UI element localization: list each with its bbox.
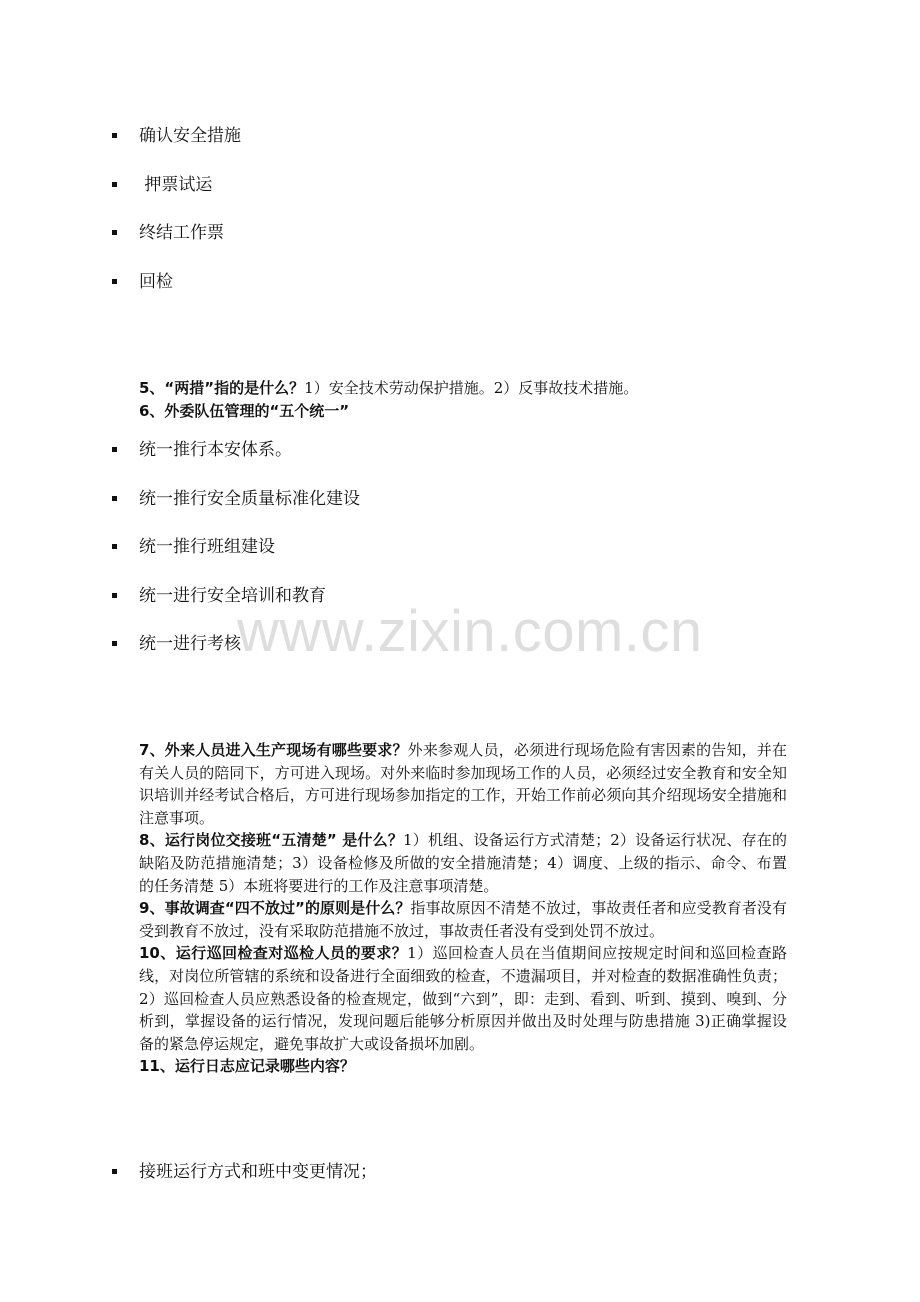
- qa-11: [139, 1055, 787, 1078]
- qa-7: [139, 739, 787, 829]
- question-9: 9、事故调查“四不放过”的原则是什么？: [139, 899, 411, 918]
- list-item: [110, 438, 360, 487]
- qa-9: [139, 897, 787, 942]
- qa-8: [139, 829, 787, 897]
- bullet-list-log-contents: [110, 1160, 377, 1209]
- list-item: [110, 124, 241, 173]
- list-item: [110, 1160, 377, 1209]
- answer-9: 指事故原因不清楚不放过，事故责任者和应受教育者没有受到教育不放过，没有采取防范措施不放过，事故责任者没有受到处罚不放过。: [139, 899, 787, 940]
- answer-5: 1）安全技术劳动保护措施。2）反事故技术措施。: [304, 379, 639, 397]
- list-item: [110, 173, 241, 222]
- question-10: 10、运行巡回检查对巡检人员的要求？: [139, 944, 408, 963]
- bullet-icon: [112, 133, 117, 138]
- qa-6: [139, 400, 787, 423]
- qa-10: [139, 942, 787, 1055]
- bullet-icon: [112, 544, 117, 549]
- list-item-text: 终结工作票: [139, 223, 224, 243]
- list-item-text: 统一推行安全质量标准化建设: [139, 488, 360, 509]
- list-item: [110, 535, 360, 584]
- bullet-icon: [112, 447, 117, 452]
- question-6: 6、外委队伍管理的“五个统一”: [139, 401, 350, 420]
- list-item-text: 统一推行本安体系。: [139, 440, 292, 460]
- list-item: [110, 221, 241, 270]
- list-item-text: 统一推行班组建设: [139, 537, 275, 557]
- question-8: 8、运行岗位交接班“五清楚” 是什么？: [139, 831, 404, 850]
- bullet-icon: [112, 593, 117, 598]
- question-11: 11、运行日志应记录哪些内容？: [139, 1057, 355, 1076]
- list-item: [110, 487, 360, 536]
- list-item-text: 接班运行方式和班中变更情况；: [139, 1162, 377, 1182]
- bullet-icon: [112, 230, 117, 235]
- bullet-icon: [112, 279, 117, 284]
- bullet-icon: [112, 1169, 117, 1174]
- question-7: 7、外来人员进入生产现场有哪些要求？: [139, 741, 408, 759]
- list-item: [110, 270, 241, 319]
- list-item-text: 统一进行安全培训和教育: [139, 585, 326, 606]
- list-item-text: 押票试运: [139, 174, 213, 195]
- qa-block-7-11: [139, 739, 787, 1078]
- list-item-text: 确认安全措施: [139, 126, 241, 146]
- bullet-icon: [112, 496, 117, 501]
- watermark: www.zixin.com.cn: [237, 599, 703, 664]
- answer-8: 1）机组、设备运行方式清楚；2）设备运行状况、存在的缺陷及防范措施清楚；3）设备检修及所做的安全措施清楚；4）调度、上级的指示、命令、布置的任务清楚 5）本班将要进行的工作及注意事项清楚。: [139, 831, 787, 895]
- bullet-icon: [112, 182, 117, 187]
- bullet-icon: [112, 641, 117, 646]
- bullet-list-safety-steps: [110, 124, 241, 318]
- qa-5: [139, 377, 787, 400]
- answer-7: 外来参观人员，必须进行现场危险有害因素的告知，并在有关人员的陪同下，方可进入现场。对外来临时参加现场工作的人员，必须经过安全教育和安全知识培训并经考试合格后，方可进行现场参加指定的工作，开始工作前必须向其介绍现场安全措施和注意事项。: [139, 741, 787, 827]
- answer-10: 1）巡回检查人员在当值期间应按规定时间和巡回检查路线，对岗位所管辖的系统和设备进行全面细致的检查，不遗漏项目，并对检查的数据准确性负责；2）巡回检查人员应熟悉设备的检查规定，做到“六到”，即：走到、看到、听到、摸到、嗅到、分析到，掌握设备的运行情况，发现问题后能够分析原因并做出及时处理与防患措施 3)正确掌握设备的紧急停运规定，避免事故扩大或设备损坏加剧。: [139, 944, 787, 1053]
- list-item-text: 回检: [139, 271, 173, 292]
- question-5: 5、“两措”指的是什么？: [139, 379, 305, 397]
- qa-block-5-6: [139, 377, 787, 422]
- list-item-text: 统一进行考核: [139, 634, 241, 654]
